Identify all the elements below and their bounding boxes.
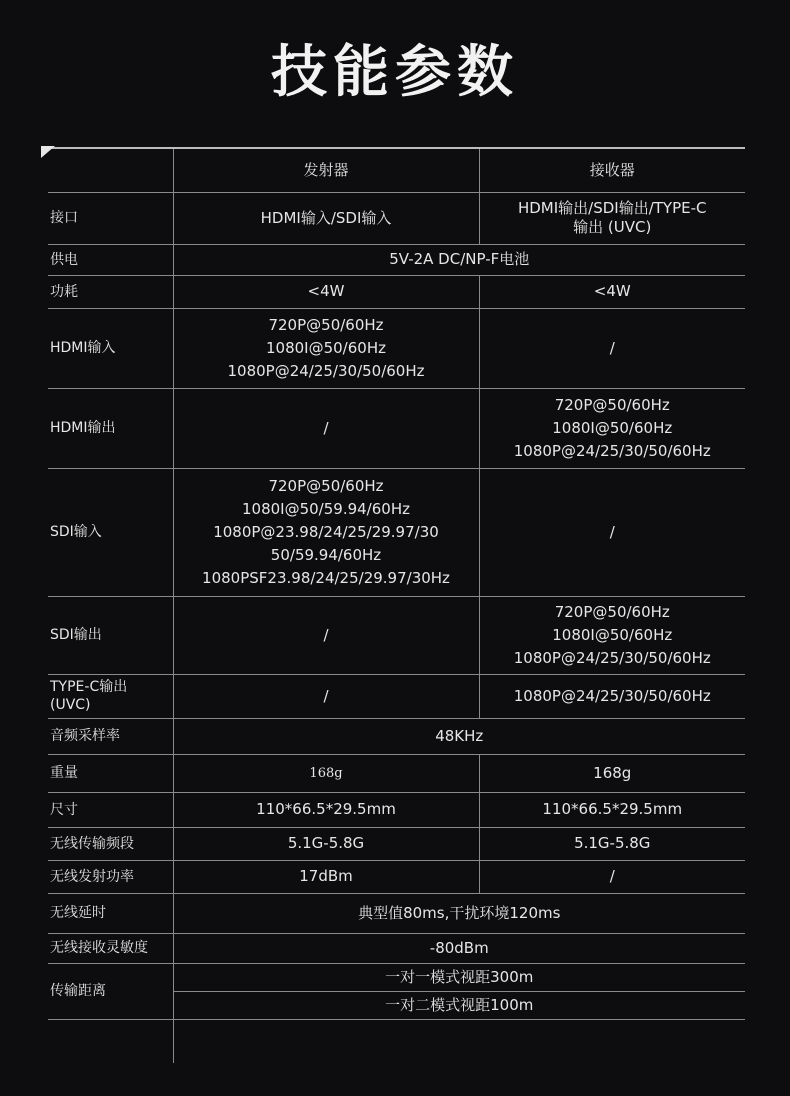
table-row <box>48 275 745 308</box>
table-row <box>48 718 745 754</box>
audio-value: 48KHz <box>173 718 745 754</box>
table-row <box>48 827 745 860</box>
hdmi-in-tx: 720P@50/60Hz 1080I@50/60Hz 1080P@24/25/30/50/60Hz <box>173 308 479 388</box>
row-label-hdmi-in: HDMI输入 <box>48 308 173 388</box>
page-title: 技能参数 <box>271 40 519 105</box>
sdi-out-tx: / <box>173 596 479 674</box>
table-row <box>48 754 745 792</box>
row-label-sdi-in: SDI输入 <box>48 468 173 596</box>
hdmi-out-rx: 720P@50/60Hz 1080I@50/60Hz 1080P@24/25/30/50/60Hz <box>479 388 745 468</box>
distance-line-1: 一对一模式视距300m <box>173 963 745 991</box>
table-row <box>48 860 745 893</box>
sensitivity-value: -80dBm <box>173 933 745 963</box>
row-label-weight: 重量 <box>48 754 173 792</box>
row-label-distance: 传输距离 <box>48 963 173 1019</box>
power-value: 5V-2A DC/NP-F电池 <box>173 244 745 275</box>
row-label-sdi-out: SDI输出 <box>48 596 173 674</box>
row-label-latency: 无线延时 <box>48 893 173 933</box>
row-label-tx-power: 无线发射功率 <box>48 860 173 893</box>
spec-table <box>48 147 745 1020</box>
consumption-tx: <4W <box>173 275 479 308</box>
size-rx: 110*66.5*29.5mm <box>479 792 745 827</box>
table-row <box>48 468 745 596</box>
table-row <box>48 388 745 468</box>
hdmi-in-rx: / <box>479 308 745 388</box>
band-tx: 5.1G-5.8G <box>173 827 479 860</box>
table-row <box>48 792 745 827</box>
header-blank <box>48 148 173 192</box>
table-row <box>48 933 745 963</box>
table-row <box>48 192 745 244</box>
size-tx: 110*66.5*29.5mm <box>173 792 479 827</box>
trailing-divider <box>173 1019 174 1063</box>
table-row <box>48 674 745 718</box>
interface-rx: HDMI输出/SDI输出/TYPE-C 输出 (UVC) <box>479 192 745 244</box>
header-receiver: 接收器 <box>479 148 745 192</box>
row-label-band: 无线传输频段 <box>48 827 173 860</box>
spec-table-wrapper <box>48 147 745 1020</box>
consumption-rx: <4W <box>479 275 745 308</box>
row-label-size: 尺寸 <box>48 792 173 827</box>
sdi-in-tx: 720P@50/60Hz 1080I@50/59.94/60Hz 1080P@23.98/24/25/29.97/30 50/59.94/60Hz 1080PSF23.98/24/25/29.97/30Hz <box>173 468 479 596</box>
hdmi-out-tx: / <box>173 388 479 468</box>
row-label-power: 供电 <box>48 244 173 275</box>
row-label-audio: 音频采样率 <box>48 718 173 754</box>
table-row <box>48 893 745 933</box>
tx-power-tx: 17dBm <box>173 860 479 893</box>
band-rx: 5.1G-5.8G <box>479 827 745 860</box>
tx-power-rx: / <box>479 860 745 893</box>
header-transmitter: 发射器 <box>173 148 479 192</box>
interface-tx: HDMI输入/SDI输入 <box>173 192 479 244</box>
typec-out-tx: / <box>173 674 479 718</box>
table-row <box>48 244 745 275</box>
table-header-row <box>48 148 745 192</box>
row-label-typec-out: TYPE-C输出 (UVC) <box>48 674 173 718</box>
typec-out-rx: 1080P@24/25/30/50/60Hz <box>479 674 745 718</box>
row-label-sensitivity: 无线接收灵敏度 <box>48 933 173 963</box>
row-label-interface: 接口 <box>48 192 173 244</box>
sdi-in-rx: / <box>479 468 745 596</box>
weight-tx: 168g <box>173 754 479 792</box>
table-row <box>48 963 745 991</box>
distance-line-2: 一对二模式视距100m <box>173 991 745 1019</box>
weight-rx: 168g <box>479 754 745 792</box>
latency-value: 典型值80ms,干扰环境120ms <box>173 893 745 933</box>
table-row <box>48 596 745 674</box>
table-row <box>48 308 745 388</box>
row-label-consumption: 功耗 <box>48 275 173 308</box>
sdi-out-rx: 720P@50/60Hz 1080I@50/60Hz 1080P@24/25/30/50/60Hz <box>479 596 745 674</box>
row-label-hdmi-out: HDMI输出 <box>48 388 173 468</box>
corner-triangle-icon <box>41 146 55 158</box>
